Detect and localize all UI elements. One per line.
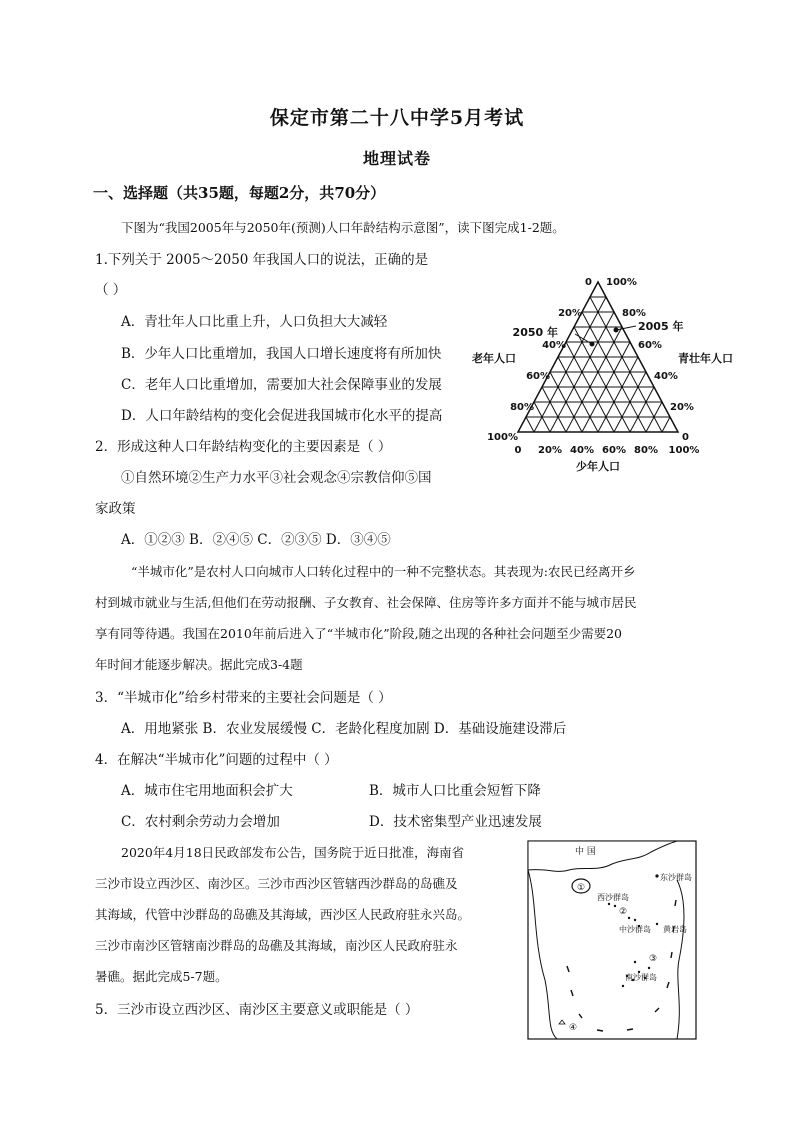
- map-label-zhongsha: 中沙群岛: [619, 925, 651, 934]
- tick-bottom-60: 60%: [602, 445, 626, 456]
- grid-line: [526, 417, 534, 432]
- map-label-xisha: 西沙群岛: [597, 893, 629, 902]
- q3-options: A．用地紧张 B．农业发展缓慢 C．老龄化程度加剧 D．基础设施建设滞后: [121, 721, 567, 737]
- q2-options: A．①②③ B．②④⑤ C．②③⑤ D．③④⑤: [121, 532, 391, 548]
- map-label-dongsha: 东沙群岛: [660, 873, 692, 882]
- q4-stem: 4．在解决“半城市化”问题的过程中（ ）: [95, 752, 338, 768]
- page-title: 保定市第二十八中学5月考试: [269, 107, 525, 129]
- grid-line: [662, 417, 670, 432]
- q1-option-b: B．少年人口比重增加，我国人口增长速度将有所加快: [121, 346, 442, 362]
- q4-option-c: C．农村剩余劳动力会增加: [121, 814, 280, 830]
- label-2050: 2050 年: [512, 326, 558, 339]
- tick-right-60: 60%: [638, 340, 662, 351]
- para2-line2: 村到城市就业与生活,但他们在劳动报酬、子女教育、社会保障、住房等许多方面并不能与城市居民: [95, 595, 637, 610]
- q3-stem: 3．“半城市化”给乡村带来的主要社会问题是（ ）: [95, 690, 392, 706]
- label-2005: 2005 年: [638, 320, 684, 333]
- grid-line: [558, 357, 598, 432]
- tick-right-100: 100%: [606, 277, 637, 288]
- q2-stem: 2．形成这种人口年龄结构变化的主要因素是（ ）: [95, 439, 392, 455]
- q1-answer-paren: （ ）: [95, 282, 127, 298]
- page-subtitle: 地理试卷: [362, 149, 431, 168]
- tick-bottom-0: 0: [514, 445, 522, 456]
- section-heading: 一、选择题（共35题，每题2分，共70分）: [93, 184, 386, 202]
- marker-2: ②: [619, 907, 628, 917]
- tick-right-40: 40%: [654, 371, 678, 382]
- tick-left-0: 0: [585, 277, 592, 288]
- q2-factors-line1: ①自然环境②生产力水平③社会观念④宗教信仰⑤国: [121, 470, 432, 486]
- q5-stem: 5．三沙市设立西沙区、南沙区主要意义或职能是（ ）: [95, 1002, 419, 1018]
- q1-option-a: A．青壮年人口比重上升，人口负担大大减轻: [121, 314, 388, 330]
- tick-bottom-40: 40%: [570, 445, 594, 456]
- tick-left-60: 60%: [526, 371, 550, 382]
- axis-label-children: 少年人口: [576, 460, 620, 473]
- ternary-grid: [526, 297, 670, 432]
- q4-option-d: D．技术密集型产业迅速发展: [369, 814, 542, 830]
- tick-bottom-80: 80%: [634, 445, 658, 456]
- map-label-china: 中 国: [575, 847, 596, 857]
- para2-line3: 享有同等待遇。我国在2010年前后进入了“半城市化”阶段,随之出现的各种社会问题至少需要20: [95, 626, 622, 641]
- q4-option-b: B．城市人口比重会短暂下降: [369, 783, 541, 799]
- map-label-nansha: 南沙群岛: [625, 973, 657, 982]
- marker-3: ③: [649, 954, 658, 964]
- grid-line: [574, 327, 630, 432]
- tick-bottom-100: 100%: [668, 445, 700, 456]
- tick-right-20: 20%: [670, 402, 694, 413]
- south-china-sea-map: [527, 840, 697, 1040]
- para3-line5: 暑礁。据此完成5-7题。: [95, 969, 228, 984]
- point-2050: [590, 342, 594, 346]
- population-ternary-diagram: [470, 270, 750, 480]
- para3-line2: 三沙市设立西沙区、南沙区。三沙市西沙区管辖西沙群岛的岛礁及: [95, 876, 458, 891]
- q2-factors-line2: 家政策: [95, 501, 136, 517]
- tick-left-100: 100%: [487, 432, 518, 443]
- intro-text: 下图为“我国2005年与2050年(预测)人口年龄结构示意图”，读下图完成1-2题。: [121, 220, 565, 235]
- para2-line1: “半城市化”是农村人口向城市人口转化过程中的一种不完整状态。其表现为:农民已经离开乡: [131, 564, 636, 579]
- tick-left-40: 40%: [542, 340, 566, 351]
- map-label-huangyan: 黄岩岛: [663, 925, 687, 934]
- para3-line3: 其海域，代管中沙群岛的岛礁及其海域，西沙区人民政府驻永兴岛。: [95, 907, 471, 922]
- q1-option-c: C．老年人口比重增加，需要加大社会保障事业的发展: [121, 377, 442, 393]
- grid-line: [598, 357, 638, 432]
- axis-label-elderly: 老年人口: [472, 352, 516, 365]
- tick-left-80: 80%: [510, 402, 534, 413]
- tick-right-0: 0: [682, 432, 689, 443]
- para2-line4: 年时间才能逐步解决。据此完成3-4题: [95, 657, 303, 672]
- marker-4: ④: [569, 1023, 578, 1033]
- tick-left-20: 20%: [558, 308, 582, 319]
- tick-bottom-20: 20%: [538, 445, 562, 456]
- q1-stem: 1.下列关于 2005～2050 年我国人口的说法，正确的是: [95, 252, 429, 268]
- q1-option-d: D．人口年龄结构的变化会促进我国城市化水平的提高: [121, 408, 443, 424]
- para3-line1: 2020年4月18日民政部发布公告，国务院于近日批准，海南省: [121, 845, 465, 860]
- tick-right-80: 80%: [622, 308, 646, 319]
- marker-1: ①: [577, 883, 586, 893]
- axis-label-working-age: 青壮年人口: [678, 352, 733, 365]
- point-2005: [614, 328, 618, 332]
- para3-line4: 三沙市南沙区管辖南沙群岛的岛礁及其海域，南沙区人民政府驻永: [95, 938, 458, 953]
- q4-option-a: A．城市住宅用地面积会扩大: [121, 783, 293, 799]
